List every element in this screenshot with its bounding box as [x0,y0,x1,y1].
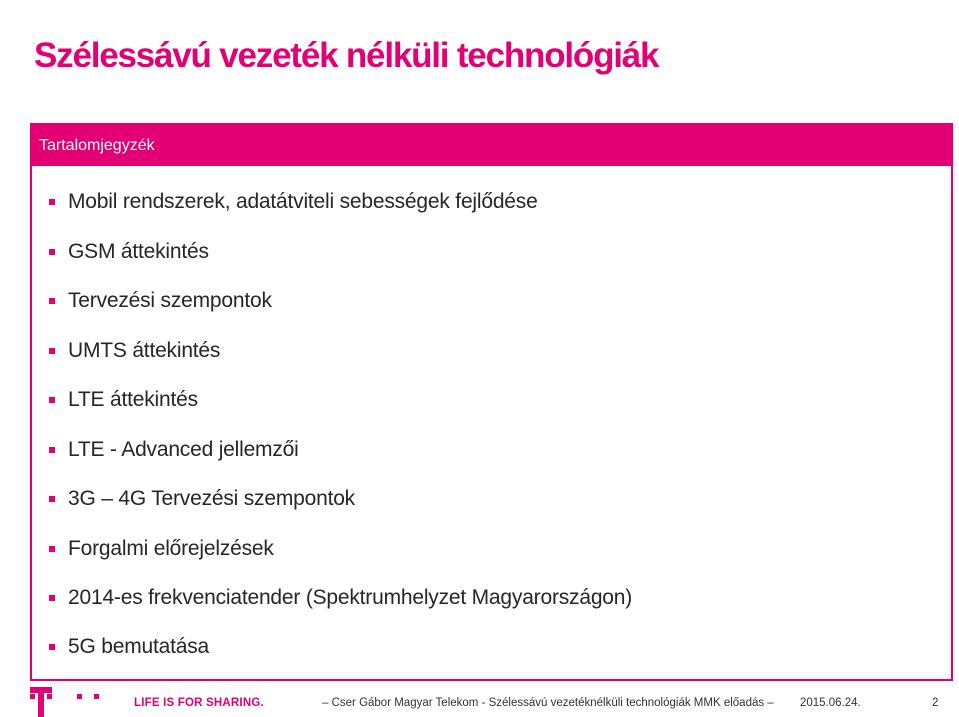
bullet-icon [49,298,55,304]
bullet-icon [49,447,55,453]
bullet-icon [49,496,55,502]
slogan: LIFE IS FOR SHARING. [134,697,264,709]
telekom-t-logo-icon [26,687,116,717]
bullet-icon [49,199,55,205]
toc-box [30,123,953,681]
bullet-icon [49,644,55,650]
list-item [49,386,198,414]
list-item-label: 5G bemutatása [68,635,209,658]
footer-presenter-text: – Cser Gábor Magyar Telekom - Szélessávú vezetéknélküli technológiák MMK előadás – [322,697,774,709]
list-item-label: Tervezési szempontok [68,289,272,312]
bullet-icon [49,348,55,354]
list-item-label: 3G – 4G Tervezési szempontok [68,487,355,510]
page-number: 2 [932,697,939,709]
list-item [49,633,209,661]
list-item [49,584,632,612]
list-item-label: 2014-es frekvenciatender (Spektrumhelyzet Magyarországon) [68,586,633,609]
list-item-label: LTE - Advanced jellemzői [68,438,299,461]
slide-footer [0,683,959,717]
bullet-icon [49,546,55,552]
list-item-label: Forgalmi előrejelzések [68,537,274,560]
toc-header-label: Tartalomjegyzék [39,137,155,154]
list-item [49,337,220,365]
list-item [49,238,209,266]
bullet-icon [49,397,55,403]
list-item-label: Mobil rendszerek, adatátviteli sebességek fejlődése [68,190,538,213]
slide-title: Szélessávú vezeték nélküli technológiák [34,36,659,75]
list-item-label: GSM áttekintés [68,240,209,263]
toc-header-bar [32,125,951,166]
list-item [49,485,355,513]
bullet-icon [49,249,55,255]
list-item [49,535,274,563]
list-item [49,287,272,315]
list-item [49,188,538,216]
footer-date: 2015.06.24. [800,697,861,709]
bullet-icon [49,595,55,601]
list-item-label: LTE áttekintés [68,388,198,411]
list-item [49,436,299,464]
list-item-label: UMTS áttekintés [68,339,221,362]
